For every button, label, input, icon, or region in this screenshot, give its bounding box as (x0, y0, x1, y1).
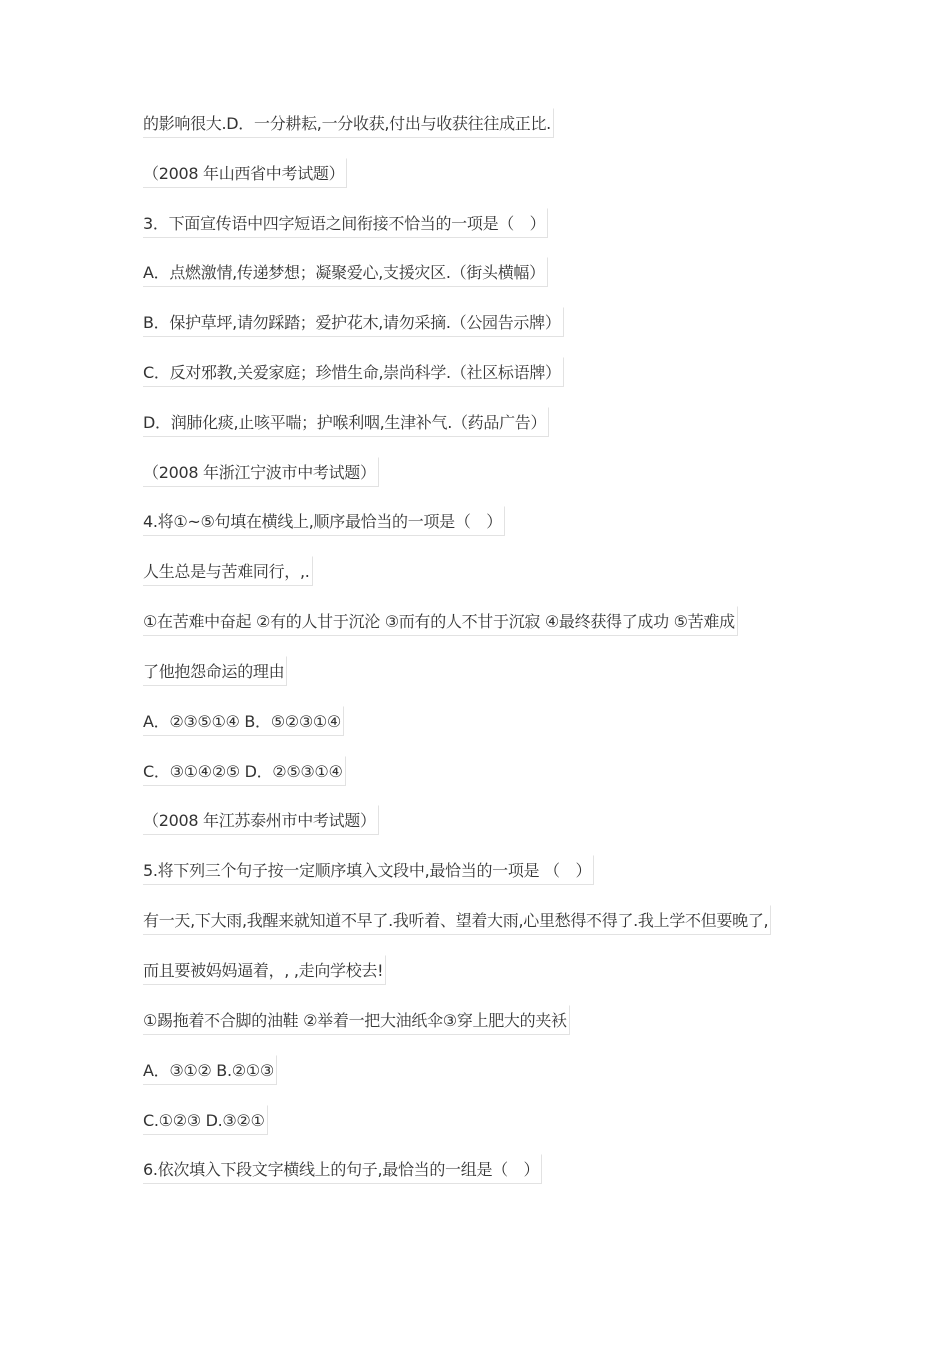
question-4-options-cd: C．③①④②⑤ D．②⑤③①④ (143, 756, 346, 786)
question-3-source: （2008 年浙江宁波市中考试题） (143, 457, 379, 487)
question-4-source: （2008 年江苏泰州市中考试题） (143, 805, 379, 835)
question-3-option-a: A．点燃激情,传递梦想；凝聚爱心,支援灾区.（街头横幅） (143, 257, 548, 287)
question-4-passage: 人生总是与苦难同行，,. (143, 556, 313, 586)
text-line-2: （2008 年山西省中考试题） (143, 158, 347, 188)
question-4-stem: 4.将①~⑤句填在横线上,顺序最恰当的一项是（ ） (143, 506, 505, 536)
question-5-options-ab: A．③①② B.②①③ (143, 1055, 277, 1085)
question-5-options-cd: C.①②③ D.③②① (143, 1105, 268, 1135)
question-4-sentences-1: ①在苦难中奋起 ②有的人甘于沉沦 ③而有的人不甘于沉寂 ④最终获得了成功 ⑤苦难成 (143, 606, 738, 636)
question-5-passage-1: 有一天,下大雨,我醒来就知道不早了.我听着、望着大雨,心里愁得不得了.我上学不但要晚了, (143, 905, 771, 935)
question-5-stem: 5.将下列三个句子按一定顺序填入文段中,最恰当的一项是 （ ） (143, 855, 594, 885)
text-line-1: 的影响很大.D．一分耕耘,一分收获,付出与收获往往成正比. (143, 108, 554, 138)
question-4-sentences-2: 了他抱怨命运的理由 (143, 656, 287, 686)
question-3-option-c: C．反对邪教,关爱家庭；珍惜生命,崇尚科学.（社区标语牌） (143, 357, 564, 387)
question-3-stem: 3．下面宣传语中四字短语之间衔接不恰当的一项是（ ） (143, 208, 548, 238)
question-5-sentences: ①踢拖着不合脚的油鞋 ②举着一把大油纸伞③穿上肥大的夹袄 (143, 1005, 570, 1035)
question-6-stem: 6.依次填入下段文字横线上的句子,最恰当的一组是（ ） (143, 1154, 542, 1184)
question-5-passage-2: 而且要被妈妈逼着，, ,走向学校去! (143, 955, 386, 985)
question-3-option-b: B．保护草坪,请勿踩踏；爱护花木,请勿采摘.（公园告示牌） (143, 307, 564, 337)
question-4-options-ab: A．②③⑤①④ B．⑤②③①④ (143, 706, 344, 736)
question-3-option-d: D．润肺化痰,止咳平喘；护喉利咽,生津补气.（药品广告） (143, 407, 549, 437)
